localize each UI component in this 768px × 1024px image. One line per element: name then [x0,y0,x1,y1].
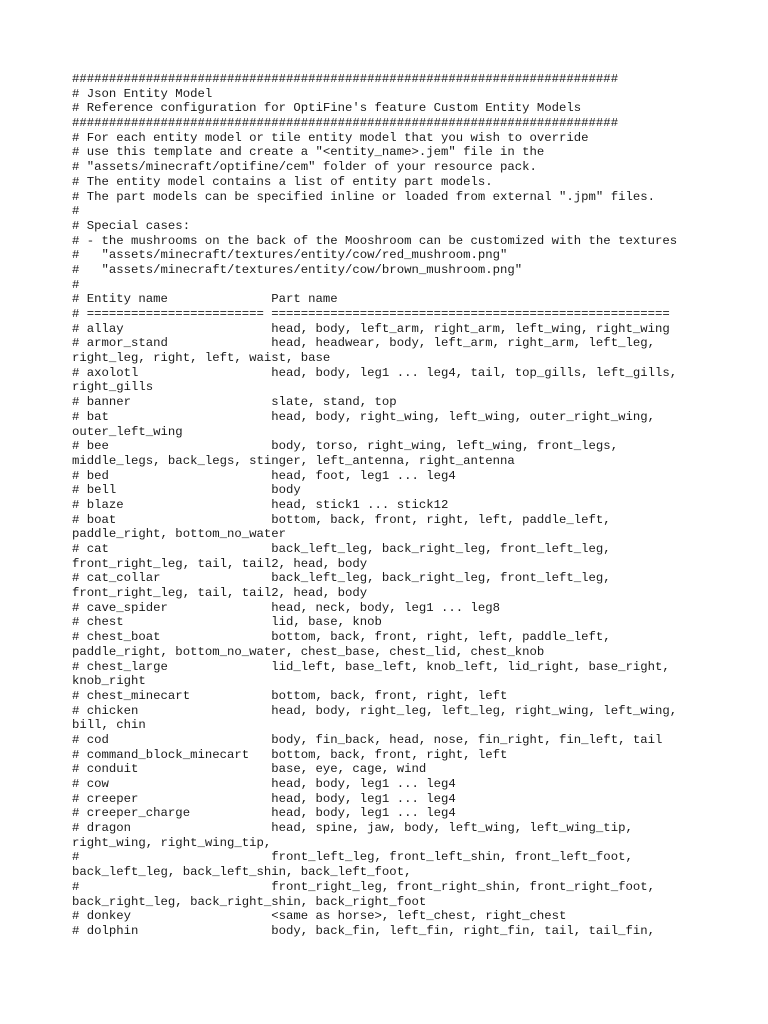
text-line: # Json Entity Model [72,86,213,101]
text-line: # Special cases: [72,218,191,233]
text-line: # dolphin body, back_fin, left_fin, right_fin, tail, tail_fin, [72,923,655,938]
text-line: # allay head, body, left_arm, right_arm, left_wing, right_wing [72,321,670,336]
text-line: # For each entity model or tile entity model that you wish to override [72,130,589,145]
text-line: knob_right [72,674,146,689]
text-line: back_left_leg, back_left_shin, back_left_foot, [72,865,412,880]
config-text-document [72,72,762,939]
text-line: # cow head, body, leg1 ... leg4 [72,777,456,791]
text-line: right_gills [72,380,154,395]
text-line: # The entity model contains a list of entity part models. [72,174,493,189]
text-line: # command_block_minecart bottom, back, front, right, left [72,747,508,762]
text-line: # bee body, torso, right_wing, left_wing, front_legs, [72,439,619,454]
text-line: # Reference configuration for OptiFine's feature Custom Entity Models [72,101,582,116]
text-line: # - the mushrooms on the back of the Mooshroom can be customized with the textures [72,233,678,248]
text-line: # chicken head, body, right_leg, left_leg, right_wing, left_wing, [72,703,678,718]
text-line: # "assets/minecraft/textures/entity/cow/brown_mushroom.png" [72,262,523,277]
text-line: front_right_leg, tail, tail2, head, body [72,586,368,601]
text-line: # chest_large lid_left, base_left, knob_left, lid_right, base_right, [72,659,670,674]
text-line: # creeper_charge head, body, leg1 ... leg4 [72,806,456,821]
text-line: # use this template and create a "<entity_name>.jem" file in the [72,145,545,160]
text-line: # blaze head, stick1 ... stick12 [72,497,449,512]
text-line: # chest_boat bottom, back, front, right, left, paddle_left, [72,630,611,645]
text-line: # conduit base, eye, cage, wind [72,762,427,777]
text-line: # ======================== ====================================================== [72,307,670,321]
text-line: # front_right_leg, front_right_shin, front_right_foot, [72,879,655,894]
text-line: # cave_spider head, neck, body, leg1 ... leg8 [72,600,501,615]
text-line: # "assets/minecraft/optifine/cem" folder of your resource pack. [72,160,537,175]
text-line: # Entity name Part name [72,292,338,307]
text-line: # bell body [72,483,301,498]
text-line: # boat bottom, back, front, right, left, paddle_left, [72,512,611,527]
text-line: # cat back_left_leg, back_right_leg, front_left_leg, [72,542,611,556]
text-line: right_wing, right_wing_tip, [72,835,272,850]
text-line: # banner slate, stand, top [72,395,397,410]
text-line: ########################################################################## [72,72,619,86]
text-line: # creeper head, body, leg1 ... leg4 [72,791,456,806]
text-line: # bat head, body, right_wing, left_wing, outer_right_wing, [72,409,655,424]
text-line: paddle_right, bottom_no_water, chest_base, chest_lid, chest_knob [72,644,545,659]
text-line: # cat_collar back_left_leg, back_right_leg, front_left_leg, [72,571,611,586]
text-line: # The part models can be specified inline or loaded from external ".jpm" files. [72,189,655,204]
text-line: # [72,277,80,292]
text-line: ########################################################################## [72,116,619,131]
text-line: middle_legs, back_legs, stinger, left_antenna, right_antenna [72,453,515,468]
text-line: right_leg, right, left, waist, base [72,351,331,366]
text-line: outer_left_wing [72,424,183,439]
text-line: front_right_leg, tail, tail2, head, body [72,556,368,571]
text-line: # dragon head, spine, jaw, body, left_wing, left_wing_tip, [72,821,633,836]
text-line: # chest lid, base, knob [72,615,382,630]
text-line: back_right_leg, back_right_shin, back_right_foot [72,894,427,909]
text-line: # donkey <same as horse>, left_chest, right_chest [72,909,567,924]
text-line: # [72,204,80,219]
text-line: # bed head, foot, leg1 ... leg4 [72,468,456,483]
text-line: # chest_minecart bottom, back, front, right, left [72,688,508,703]
text-line: # cod body, fin_back, head, nose, fin_right, fin_left, tail [72,732,663,747]
text-line: # armor_stand head, headwear, body, left_arm, right_arm, left_leg, [72,336,655,351]
text-line: paddle_right, bottom_no_water [72,527,287,542]
text-line: # "assets/minecraft/textures/entity/cow/red_mushroom.png" [72,248,508,263]
text-line: # front_left_leg, front_left_shin, front_left_foot, [72,850,633,865]
text-line: bill, chin [72,718,146,733]
text-line: # axolotl head, body, leg1 ... leg4, tail, top_gills, left_gills, [72,365,678,380]
